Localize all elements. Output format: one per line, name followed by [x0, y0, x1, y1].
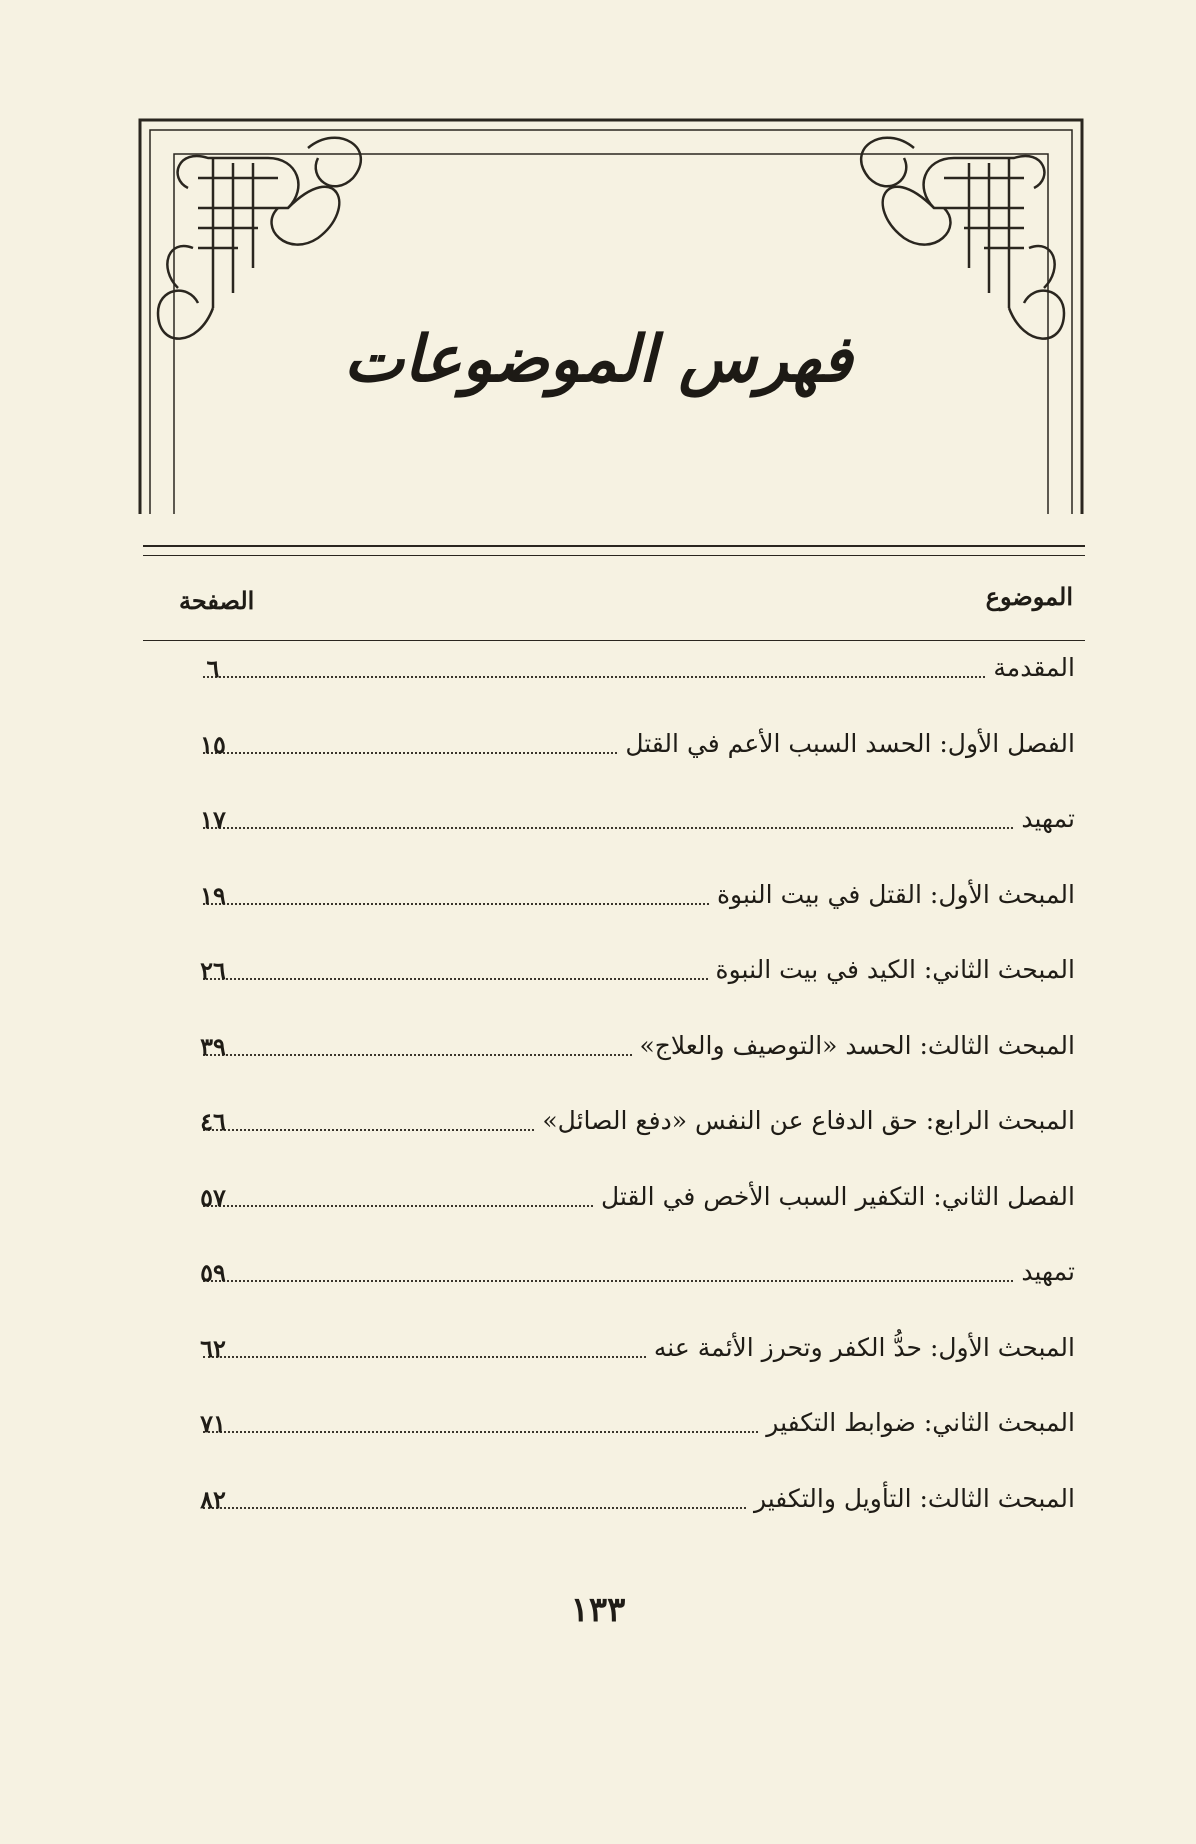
toc-entry-page: ١٧	[200, 805, 226, 834]
toc-entry-page: ٦	[206, 654, 220, 683]
subject-column-header: الموضوع	[985, 582, 1073, 611]
toc-entry-label: المبحث الثاني: ضوابط التكفير	[766, 1408, 1075, 1437]
dot-leader	[203, 752, 617, 754]
toc-entry	[143, 1254, 1085, 1330]
toc-entry	[143, 1179, 1085, 1255]
toc-entry-page: ٥٩	[200, 1258, 226, 1287]
dot-leader	[203, 676, 985, 678]
toc-entry	[143, 877, 1085, 953]
toc-entry-label: تمهيد	[1021, 804, 1075, 833]
toc-entry	[143, 1405, 1085, 1481]
column-headers	[143, 582, 1085, 632]
toc-entry-label: المقدمة	[993, 653, 1075, 682]
table-of-contents	[143, 650, 1085, 1556]
dot-leader	[203, 1431, 758, 1433]
dot-leader	[203, 1129, 534, 1131]
toc-entry-page: ٦٢	[200, 1333, 226, 1363]
frame-border-graphic	[138, 118, 1084, 514]
toc-entry-label: المبحث الثالث: التأويل والتكفير	[753, 1483, 1075, 1513]
page-column-header: الصفحة	[179, 586, 255, 615]
dot-leader	[203, 1054, 632, 1056]
dot-leader	[203, 1205, 593, 1207]
toc-entry-label: الفصل الثاني: التكفير السبب الأخص في القتل	[600, 1181, 1075, 1211]
toc-entry-page: ٧١	[200, 1409, 226, 1438]
toc-entry	[143, 1481, 1085, 1557]
toc-entry	[143, 1028, 1085, 1104]
dot-leader	[203, 1356, 646, 1358]
toc-entry-label: المبحث الثاني: الكيد في بيت النبوة	[715, 955, 1075, 984]
dot-leader	[203, 827, 1013, 829]
ornamental-frame	[138, 118, 1084, 514]
toc-entry-label: تمهيد	[1021, 1257, 1075, 1286]
toc-entry-page: ١٩	[200, 880, 226, 910]
dot-leader	[203, 978, 708, 980]
top-divider	[143, 545, 1085, 547]
toc-entry-page: ٢٦	[200, 956, 226, 985]
toc-entry-page: ٤٦	[200, 1107, 226, 1136]
toc-entry-page: ١٥	[200, 729, 226, 759]
toc-entry	[143, 650, 1085, 726]
toc-entry	[143, 1103, 1085, 1179]
corner-ornament-right	[861, 138, 1064, 339]
top-divider-thin	[143, 555, 1085, 556]
toc-entry-page: ٣٩	[200, 1031, 226, 1061]
toc-entry-label: الفصل الأول: الحسد السبب الأعم في القتل	[625, 728, 1075, 758]
dot-leader	[203, 1507, 746, 1509]
corner-ornament-left	[158, 138, 361, 339]
dot-leader	[203, 903, 709, 905]
toc-entry-label: المبحث الأول: القتل في بيت النبوة	[716, 879, 1075, 909]
toc-entry-page: ٨٢	[200, 1484, 226, 1514]
toc-entry-label: المبحث الثالث: الحسد «التوصيف والعلاج»	[639, 1030, 1075, 1060]
page-number: ١٣٣	[570, 1590, 626, 1630]
toc-entry	[143, 801, 1085, 877]
page-title: فهرس الموضوعات	[343, 322, 853, 397]
toc-entry-label: المبحث الأول: حدُّ الكفر وتحرز الأئمة عنه	[653, 1332, 1075, 1362]
toc-entry-label: المبحث الرابع: حق الدفاع عن النفس «دفع الصائل»	[542, 1106, 1075, 1135]
dot-leader	[203, 1280, 1013, 1282]
toc-entry	[143, 726, 1085, 802]
toc-entry	[143, 1330, 1085, 1406]
toc-entry	[143, 952, 1085, 1028]
toc-entry-page: ٥٧	[200, 1182, 226, 1212]
header-divider	[143, 640, 1085, 641]
